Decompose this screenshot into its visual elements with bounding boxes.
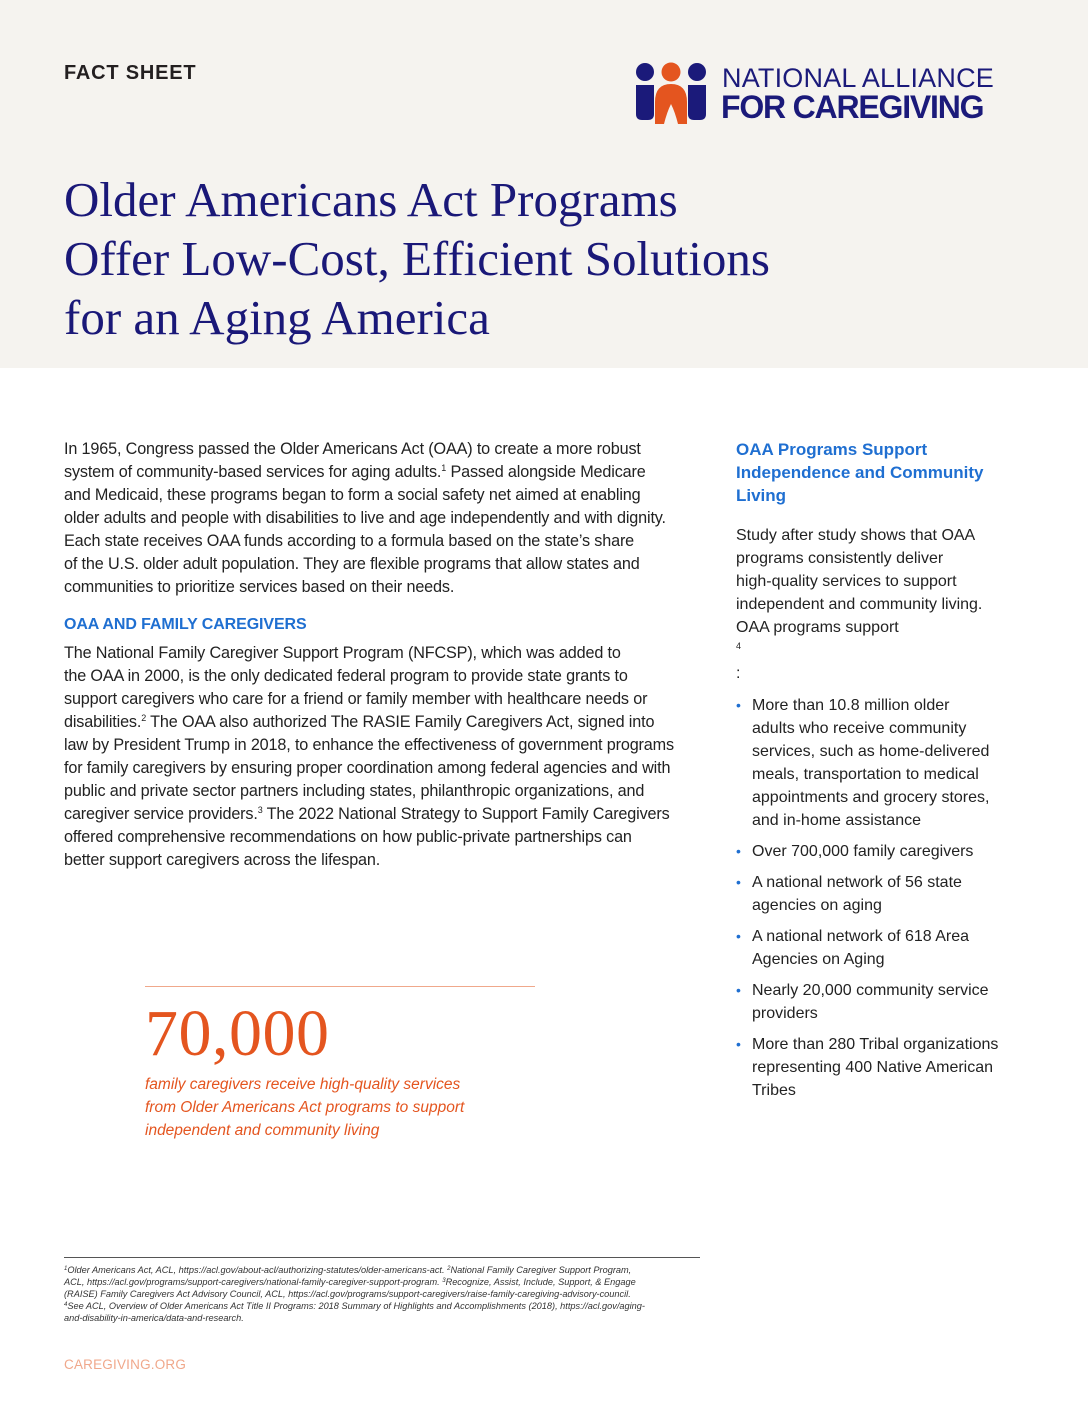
text-line: Each state receives OAA funds according to a formula based on the state’s share [64,532,635,550]
list-item-line: meals, transportation to medical [752,766,979,783]
footnotes [64,1264,704,1324]
title-line: Offer Low-Cost, Efficient Solutions [64,231,770,286]
footnote-text: Recognize, Assist, Include, Support, & Engage [445,1277,636,1287]
text-line: communities to prioritize services based on their needs. [64,578,455,596]
sidebar-intro: Study after study shows that OAA programs consistently deliver high-quality services to support independent and community living. OAA programs support $^4$ : [736,527,983,682]
bullet-icon: • [736,928,741,944]
list-item-line: A national network of 618 Area [752,928,970,945]
list-item-line: and in-home assistance [752,812,921,829]
list-item-line: providers [752,1005,818,1022]
title-line: Older Americans Act Programs [64,172,678,227]
sidebar-list-item [736,840,1036,863]
list-item-line: More than 10.8 million older [752,697,950,714]
footnote-divider [64,1257,700,1258]
caption-line: family caregivers receive high-quality services [145,1076,461,1093]
bullet-icon: • [736,843,741,859]
list-item-line: A national network of 56 state [752,874,962,891]
footnote-line [64,1264,704,1276]
list-item-line: Agencies on Aging [752,951,885,968]
sidebar-list-item [736,925,1036,971]
intro-paragraph [64,438,712,599]
text-line: the OAA in 2000, is the only dedicated federal program to provide state grants to [64,667,628,685]
footnote-text: and-disability-in-america/data-and-research. [64,1313,244,1323]
text-line: of the U.S. older adult population. They are flexible programs that allow states and [64,555,640,573]
list-item-line: appointments and grocery stores, [752,789,990,806]
footnote-text: ACL, https://acl.gov/programs/support-caregivers/national-family-caregiver-support-program. [64,1277,443,1287]
stat-callout [145,986,537,1142]
bullet-icon: • [736,874,741,890]
list-item-line: services, such as home-delivered [752,743,990,760]
stat-number: 70,000 [145,997,330,1070]
text-line: public and private sector partners including states, philanthropic organizations, and [64,782,645,800]
footnote-number: 4 [64,1302,68,1308]
family-caregivers-paragraph [64,642,712,872]
footnote-line [64,1288,704,1300]
text-line: support caregivers who care for a friend or family member with healthcare needs or [64,690,648,708]
text-line: better support caregivers across the lifespan. [64,851,381,869]
organization-logo[interactable] [634,62,1026,124]
fact-sheet-label: FACT SHEET [64,62,197,84]
footnote-line [64,1300,704,1312]
text-line: In 1965, Congress passed the Older Americans Act (OAA) to create a more robust [64,440,641,458]
footnote-text: National Family Caregiver Support Program, [450,1265,632,1275]
text-line: and Medicaid, these programs began to form a social safety net aimed at enabling [64,486,641,504]
section-heading-family-caregivers: OAA AND FAMILY CAREGIVERS [64,616,307,633]
footnote-number: 3 [442,1278,446,1284]
caption-line: from Older Americans Act programs to support [145,1099,465,1116]
sidebar [736,438,1036,1110]
list-item-line: Over 700,000 family caregivers [752,843,974,860]
bullet-icon: • [736,1036,741,1052]
list-item-line: More than 280 Tribal organizations [752,1036,999,1053]
page-title [64,170,884,347]
footnote-line [64,1276,704,1288]
text-line: older adults and people with disabilities to live and age independently and with dignity. [64,509,666,527]
bullet-icon: • [736,982,741,998]
stat-caption [145,1073,537,1142]
text-line: law by President Trump in 2018, to enhance the effectiveness of government programs [64,736,674,754]
footnote-text: See ACL, Overview of Older Americans Act Title II Programs: 2018 Summary of Highlights and Accomplishments (2018), https://acl.gov/aging- [67,1301,645,1311]
footnote-ref[interactable]: 4 [736,641,742,651]
main-column [64,438,712,872]
sidebar-list-item [736,871,1036,917]
list-item-line: adults who receive community [752,720,967,737]
text-line: disabilities.$^2$ The OAA also authorized The RASIE Family Caregivers Act, signed into [64,713,655,731]
footnote-number: 2 [447,1266,451,1272]
sidebar-heading: OAA Programs Support Independence and Community Living [736,440,984,505]
text-line: The National Family Caregiver Support Program (NFCSP), which was added to [64,644,621,662]
text-line: for family caregivers by ensuring proper coordination among federal agencies and with [64,759,671,777]
list-item-line: representing 400 Native American [752,1059,994,1076]
sidebar-list-item [736,694,1036,832]
logo-text-line2: FOR CAREGIVING [721,89,984,125]
footnote-ref[interactable]: 1 [441,463,447,473]
header-band [0,0,1088,368]
footnote-number: 1 [64,1266,68,1272]
logo-text-line1: NATIONAL ALLIANCE [722,63,994,93]
text-line: offered comprehensive recommendations on how public-private partnerships can [64,828,632,846]
text-line: caregiver service providers.$^3$ The 2022 National Strategy to Support Family Caregivers [64,805,670,823]
footnote-line [64,1312,704,1324]
footer-website-link[interactable]: CAREGIVING.ORG [64,1357,187,1372]
list-item-line: Tribes [752,1082,796,1099]
people-group-logo-icon [634,62,708,124]
title-line: for an Aging America [64,290,490,345]
list-item-line: Nearly 20,000 community service [752,982,989,999]
footnote-ref[interactable]: 3 [257,805,263,815]
footnote-ref[interactable]: 2 [141,713,147,723]
caption-line: independent and community living [145,1122,380,1139]
stat-divider [145,986,535,987]
footnote-text: (RAISE) Family Caregivers Act Advisory Council, ACL, https://acl.gov/programs/support-caregivers/raise-family-caregiving-advisory-council. [64,1289,631,1299]
sidebar-list-item [736,1033,1036,1102]
sidebar-bullet-list [736,694,1036,1102]
list-item-line: agencies on aging [752,897,882,914]
footnote-text: Older Americans Act, ACL, https://acl.gov/about-acl/authorizing-statutes/older-americans-act. [67,1265,448,1275]
bullet-icon: • [736,697,741,713]
text-line: system of community-based services for aging adults.$^1$ Passed alongside Medicare [64,463,646,481]
sidebar-list-item [736,979,1036,1025]
